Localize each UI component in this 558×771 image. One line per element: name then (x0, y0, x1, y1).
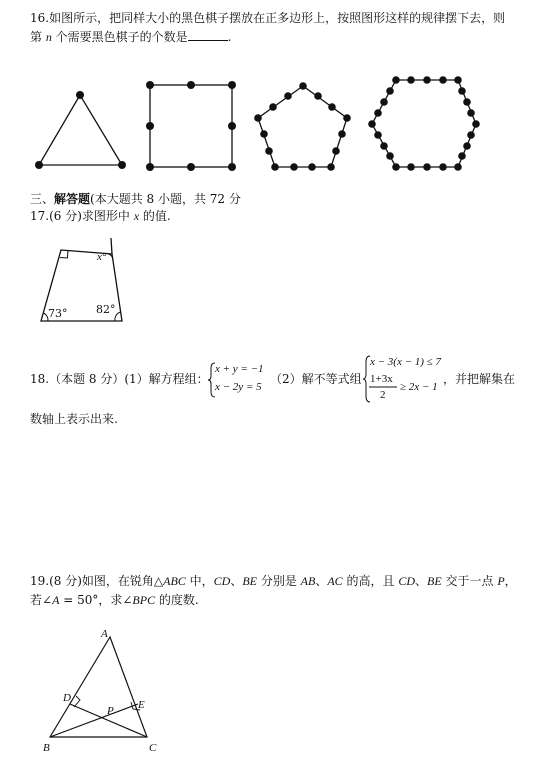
section3-heading (30, 191, 241, 207)
q16-text-b: 第 (30, 30, 46, 44)
q19-text-a1: 19.(8 分)如图，在锐角△ (30, 574, 164, 588)
label-d: D (63, 692, 71, 704)
pentagon-dots (254, 82, 351, 171)
label-a: A (101, 628, 108, 640)
inequality-2-numerator: 1+3x (370, 373, 393, 385)
q19-line1 (30, 573, 517, 589)
q19-ab: AB (300, 574, 316, 588)
section3-title: 解答题 (54, 192, 91, 206)
q18-text-b: （2）解不等式组 (270, 372, 362, 386)
q19-text-a2: 中， (185, 574, 214, 588)
q16-text-a: 16.如图所示，把同样大小的黑色棋子摆放在正多边形上，按照图形这样的规律摆下去，则 (30, 11, 506, 25)
label-e: E (138, 699, 145, 711)
q17-prompt (30, 208, 171, 224)
q18-text-a: 18.（本题 8 分）(1）解方程组： (30, 372, 209, 386)
q16-text-c: 个需要黑色棋子的个数是 (51, 30, 188, 44)
equation-1: x + y = −1 (215, 363, 264, 375)
q19-sep1: 、 (230, 574, 243, 588)
equation-2: x − 2y = 5 (215, 381, 262, 393)
q19-sep3: 、 (414, 574, 427, 588)
angle-73-label: 73° (48, 307, 68, 320)
q19-line2 (30, 592, 199, 608)
q19-be2: BE (427, 574, 442, 588)
q19-angle-a: A (52, 593, 60, 607)
q19-be: BE (242, 574, 257, 588)
square-figure (150, 85, 232, 167)
q19-text-a6: ， (504, 574, 517, 588)
inequality-2-rhs: ≥ 2x − 1 (400, 381, 438, 393)
inequality-2-denominator: 2 (380, 389, 386, 401)
label-b: B (43, 742, 50, 754)
q19-text-b1: 若∠ (30, 593, 53, 607)
q19-cd: CD (213, 574, 231, 588)
triangle-dots (35, 91, 126, 169)
q19-text-a3: 分别是 (257, 574, 301, 588)
angle-x-label: x° (97, 251, 107, 263)
q18-text-d: 数轴上表示出来. (30, 412, 118, 426)
triangle-figure (39, 95, 122, 165)
q19-text-a4: 的高，且 (342, 574, 399, 588)
q17-text-a: 17.(6 分)求图形中 (30, 209, 134, 223)
square-dots (146, 81, 236, 171)
polygon-pattern-figure (0, 0, 558, 200)
label-c: C (149, 742, 157, 754)
q19-ac: AC (327, 574, 343, 588)
inequality-1: x − 3(x − 1) ≤ 7 (370, 356, 441, 368)
q19-text-a5: 交于一点 (441, 574, 498, 588)
q19-p: P (497, 574, 505, 588)
q19-text-b3: 的度数. (155, 593, 199, 607)
section3-rest: (本大题共 8 小题，共 72 分 (90, 192, 241, 206)
section3-prefix: 三、 (30, 192, 55, 206)
label-p: P (107, 705, 114, 717)
hexagon-dots (368, 76, 480, 171)
q17-var-x: x (133, 209, 140, 223)
pentagon-figure (258, 86, 347, 167)
q19-sep2: 、 (315, 574, 328, 588)
q19-abc: ABC (163, 574, 186, 588)
q18-text-c: ，并把解集在 (443, 372, 516, 386)
q19-cd2: CD (398, 574, 415, 588)
q17-text-b: 的值. (139, 209, 171, 223)
triangle-abc-figure (30, 630, 180, 760)
q16-var-n: n (45, 30, 52, 44)
q19-bpc: BPC (132, 593, 156, 607)
angle-82-label: 82° (96, 303, 116, 316)
q16-text-end: . (227, 30, 232, 44)
q19-text-b2: = 50°，求∠ (59, 593, 133, 607)
